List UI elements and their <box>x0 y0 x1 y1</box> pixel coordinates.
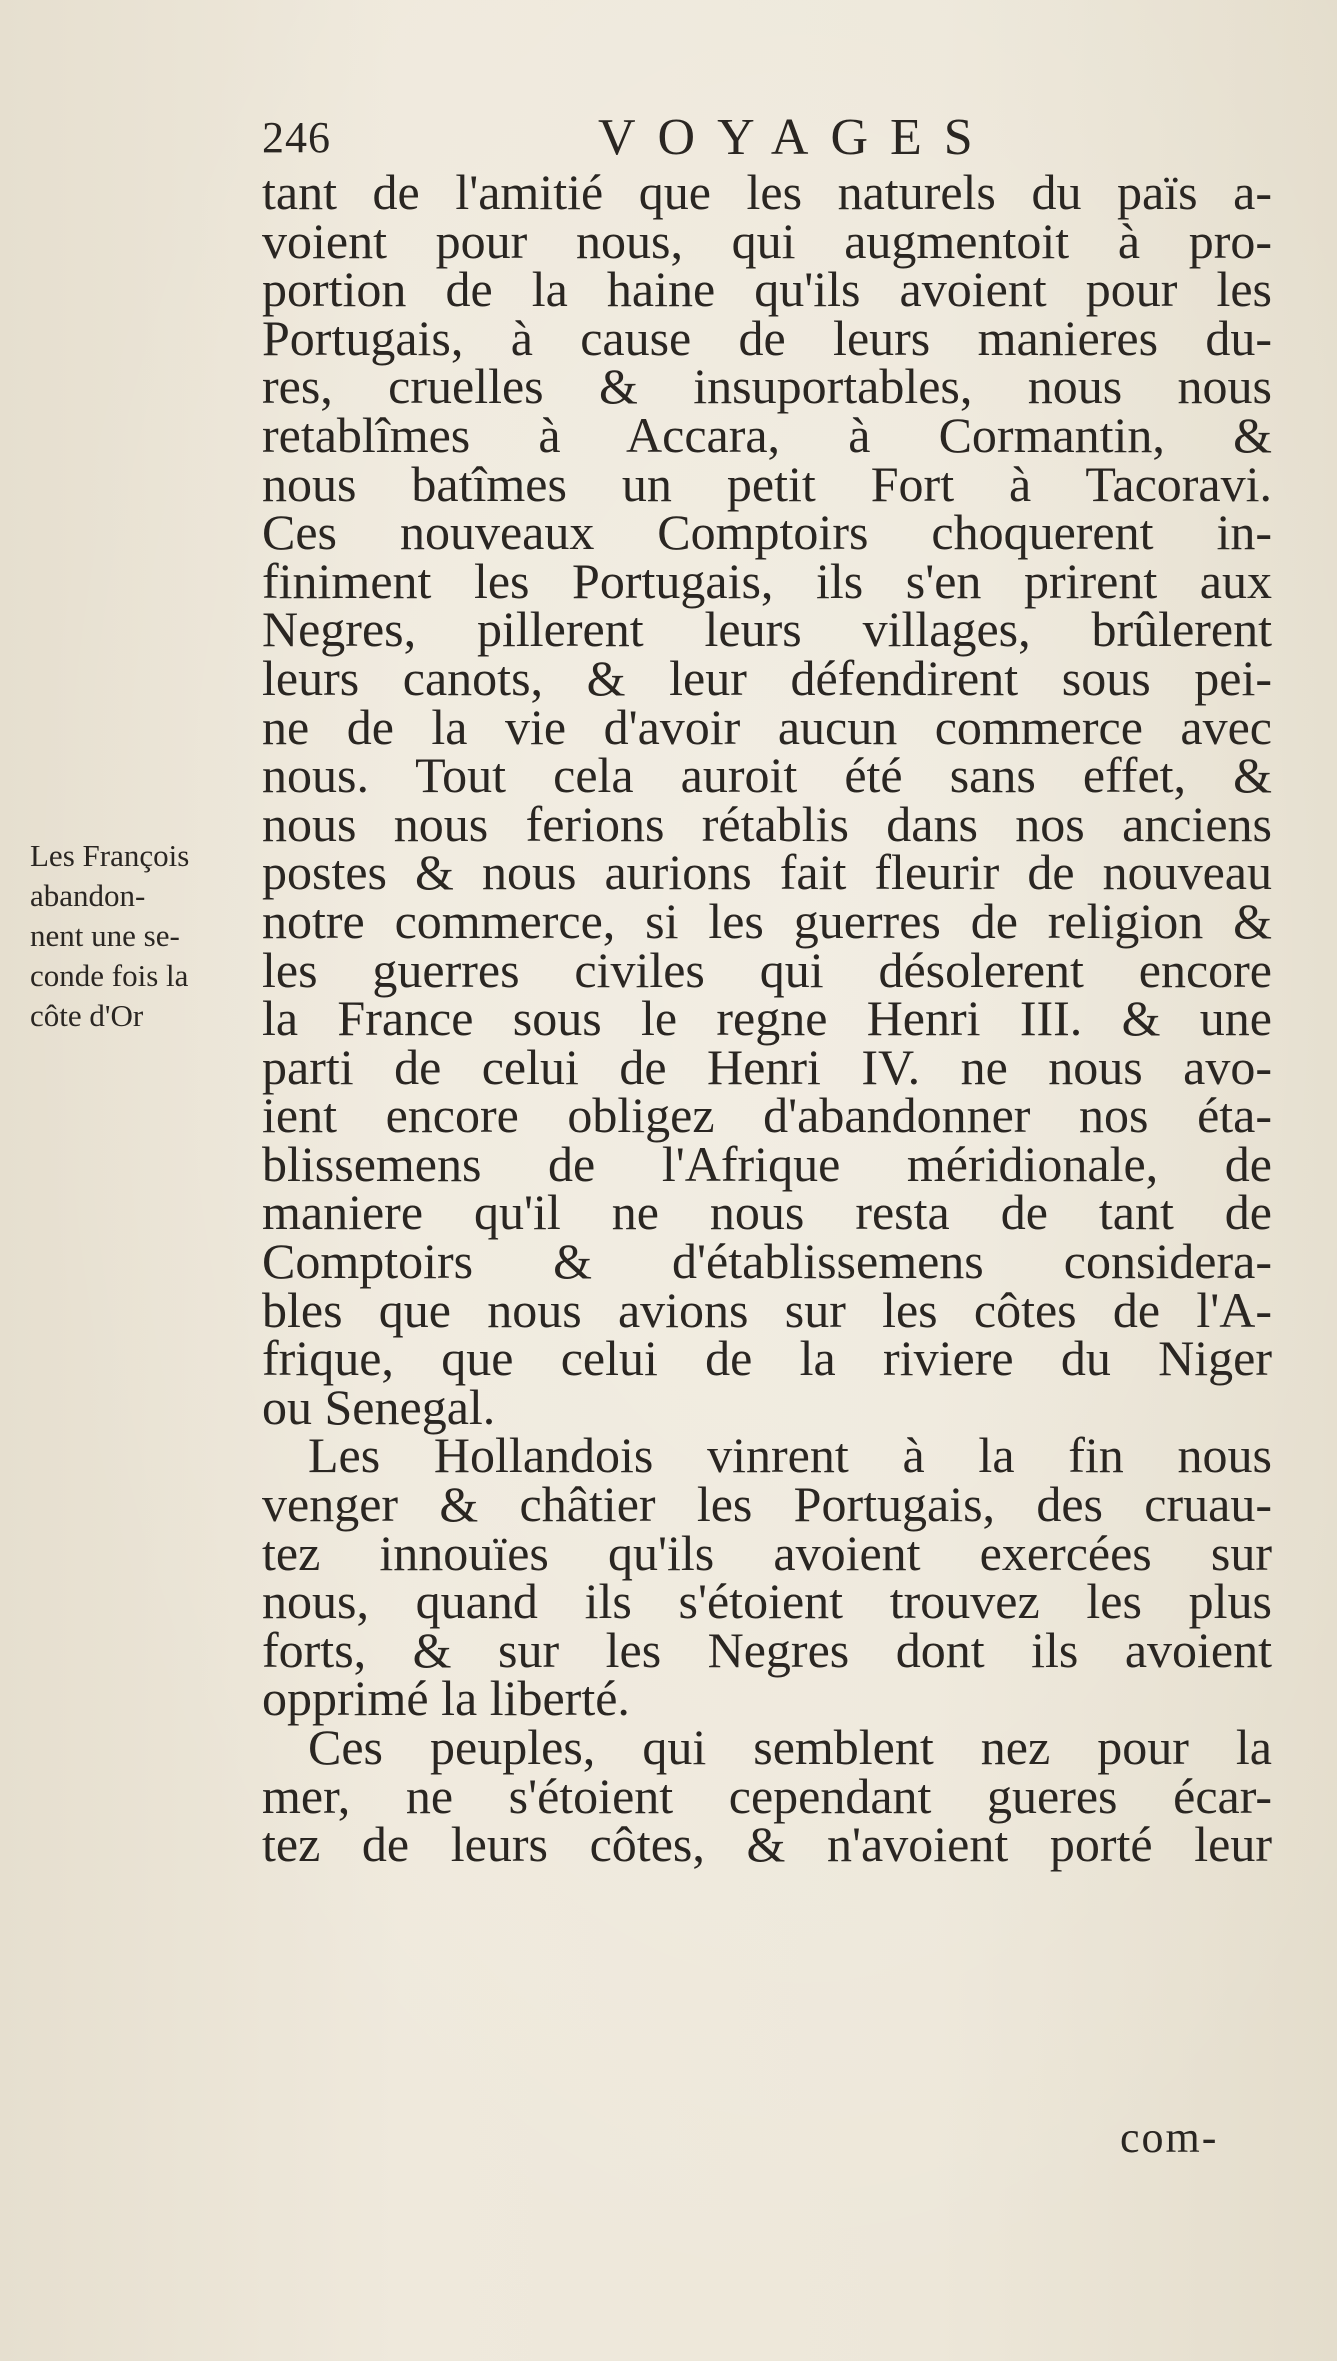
text-line: Comptoirs & d'établissemens considera- <box>262 1233 1272 1290</box>
text-line: leurs canots, & leur défendirent sous pei- <box>262 649 1272 706</box>
margin-note-line: conde fois la <box>30 958 189 993</box>
text-line: ne de la vie d'avoir aucun commerce avec <box>262 698 1272 755</box>
text-line: postes & nous aurions fait fleurir de nouveau <box>262 844 1272 901</box>
text-line: venger & châtier les Portugais, des cruau- <box>262 1476 1272 1533</box>
text-line: voient pour nous, qui augmentoit à pro- <box>262 212 1272 269</box>
text-line: la France sous le regne Henri III. & une <box>262 990 1272 1047</box>
text-line: Ces peuples, qui semblent nez pour la <box>308 1719 1272 1775</box>
text-line: Les Hollandois vinrent à la fin nous <box>308 1427 1272 1484</box>
text-line: tant de l'amitié que les naturels du païs a- <box>262 164 1272 220</box>
text-line: forts, & sur les Negres dont ils avoient <box>262 1621 1272 1678</box>
margin-note-line: nent une se- <box>30 918 180 953</box>
text-line: les guerres civiles qui désolerent encore <box>262 941 1272 998</box>
text-line: Negres, pillerent leurs villages, brûlerent <box>262 601 1272 658</box>
text-line: bles que nous avions sur les côtes de l'A- <box>262 1281 1272 1338</box>
text-line: maniere qu'il ne nous resta de tant de <box>262 1184 1272 1241</box>
margin-note-line: côte d'Or <box>30 998 144 1033</box>
margin-note-line: abandon- <box>30 878 146 913</box>
catchword: com- <box>1120 2113 1219 2162</box>
page-number: 246 <box>262 113 331 162</box>
text-line: nous. Tout cela auroit été sans effet, & <box>262 747 1272 804</box>
text-line: ou Senegal. <box>262 1378 496 1435</box>
text-line: res, cruelles & insuportables, nous nous <box>262 358 1272 415</box>
text-line: nous nous ferions rétablis dans nos anciens <box>262 795 1272 852</box>
margin-note-line: Les François <box>30 838 190 873</box>
text-line: Ces nouveaux Comptoirs choquerent in- <box>262 504 1272 561</box>
text-line: nous batîmes un petit Fort à Tacoravi. <box>262 455 1272 512</box>
text-line: nous, quand ils s'étoient trouvez les plus <box>262 1573 1272 1630</box>
text-line: ient encore obligez d'abandonner nos éta- <box>262 1087 1272 1144</box>
text-line: Portugais, à cause de leurs manieres du- <box>262 309 1272 366</box>
text-line: tez innouïes qu'ils avoient exercées sur <box>262 1524 1272 1581</box>
text-line: notre commerce, si les guerres de religion & <box>262 892 1272 949</box>
text-line: portion de la haine qu'ils avoient pour les <box>262 261 1272 318</box>
running-head: VOYAGES <box>598 109 995 166</box>
text-line: frique, que celui de la riviere du Niger <box>262 1330 1272 1387</box>
body-text <box>262 164 1272 1873</box>
text-line: opprimé la liberté. <box>262 1670 630 1727</box>
text-line: mer, ne s'étoient cependant gueres écar- <box>262 1767 1272 1824</box>
text-line: tez de leurs côtes, & n'avoient porté leur <box>262 1816 1272 1873</box>
margin-note <box>30 836 262 1036</box>
text-line: retablîmes à Accara, à Cormantin, & <box>262 406 1272 463</box>
text-line: parti de celui de Henri IV. ne nous avo- <box>262 1038 1272 1095</box>
text-line: finiment les Portugais, ils s'en prirent aux <box>262 552 1272 609</box>
text-line: blissemens de l'Afrique méridionale, de <box>262 1135 1272 1192</box>
